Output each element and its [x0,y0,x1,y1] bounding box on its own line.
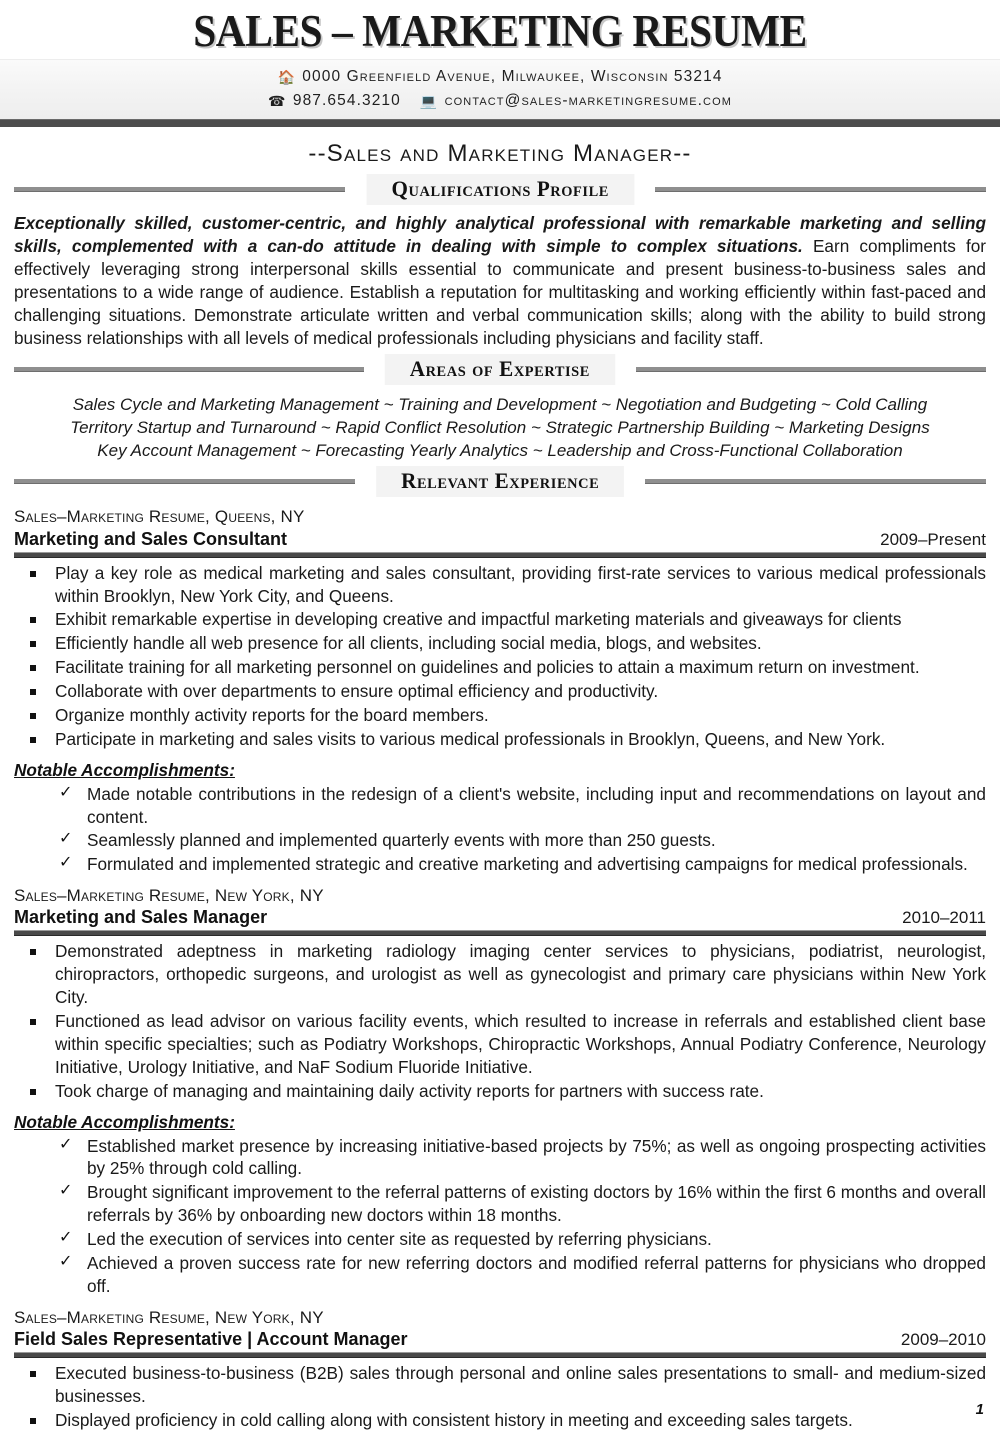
section-rule-left [14,187,345,192]
qualifications-rest: Earn compliments for effectively leveraging strong interpersonal skills essential to communicate and present business-to-business sales and presentations to a wide range of audience. Establish a reputation for multitasking and working efficiently within fast-paced and challenging situations. Demonstrate articulate written and verbal communication skills; along with the ability to build strong business relationships with all levels of medical professionals including physicians and facility staff. [14,236,986,348]
telephone-icon: ☎ [267,93,286,110]
section-rule-left [14,479,355,484]
list-item: Organize monthly activity reports for the board members. [14,704,986,727]
section-heading-experience [14,466,986,497]
job-company: Sales–Marketing Resume, Queens, NY [14,507,305,527]
list-item: Took charge of managing and maintaining daily activity reports for partners with success rate. [14,1080,986,1103]
job-title-row [14,907,986,928]
list-item: Displayed proficiency in cold calling along with consistent history in meeting and exceeding sales targets. [14,1409,986,1432]
job-company: Sales–Marketing Resume, New York, NY [14,886,324,906]
experience-entry [14,506,986,876]
experience-entry [14,885,986,1298]
list-item: Play a key role as medical marketing and sales consultant, providing first-rate services to various medical professionals within Brooklyn, New York City, and Queens. [14,562,986,608]
contact-band [0,59,1000,119]
expertise-line: Key Account Management ~ Forecasting Yearly Analytics ~ Leadership and Cross-Functional Collaboration [97,441,903,461]
job-divider [14,552,986,558]
job-title-row [14,1329,986,1350]
section-rule-right [645,479,986,484]
section-heading-expertise [14,354,986,385]
qualifications-paragraph [14,212,986,349]
list-item: ✓ Seamlessly planned and implemented quarterly events with more than 250 guests. [14,829,986,852]
address-text: 0000 Greenfield Avenue, Milwaukee, Wisconsin 53214 [302,68,723,86]
experience-entry [14,1307,986,1432]
header-divider [0,119,1000,127]
section-title: Areas of Expertise [385,354,615,385]
contact-phone-email-line [0,89,1000,113]
job-divider [14,930,986,936]
section-rule-right [655,187,986,192]
job-accomplishment-list [14,783,986,877]
email-text[interactable]: contact@sales-marketingresume.com [444,92,733,110]
job-dates: 2009–2010 [900,1329,986,1349]
list-item: ✓ Made notable contributions in the redesign of a client's website, including input and recommendations on layout and content. [14,783,986,829]
job-bullet-list [14,940,986,1102]
job-dates: 2009–Present [880,529,986,549]
list-item: Executed business-to-business (B2B) sales through personal and online sales presentations to small- and medium-sized businesses. [14,1362,986,1408]
contact-address-line [0,65,1000,89]
list-item: ✓ Achieved a proven success rate for new referring doctors and modified referral patterns for physicians who dropped off. [14,1252,986,1298]
list-item: ✓ Established market presence by increasing initiative-based projects by 75%; as well as ongoing prospecting activities by 25% through cold calling. [14,1135,986,1181]
qualifications-lead: Exceptionally skilled, customer-centric, and highly analytical professional with remarkable marketing and selling skills, complemented with a can-do attitude in dealing with simple to complex situations. [14,213,986,257]
job-title: Field Sales Representative | Account Manager [14,1328,408,1349]
accomplishments-heading: Notable Accomplishments: [14,759,235,780]
phone-text: 987.654.3210 [292,92,401,110]
list-item: Participate in marketing and sales visits to various medical professionals in Brooklyn, Queens, and New York. [14,728,986,751]
document-header [0,0,1000,127]
section-title: Relevant Experience [376,466,624,497]
list-item: ✓ Led the execution of services into center site as requested by referring physicians. [14,1228,986,1251]
job-title: Marketing and Sales Manager [14,907,268,928]
list-item: Facilitate training for all marketing personnel on guidelines and policies to attain a maximum return on investment. [14,656,986,679]
computer-icon: 💻 [419,93,438,110]
list-item: Collaborate with over departments to ensure optimal efficiency and productivity. [14,680,986,703]
list-item: Functioned as lead advisor on various facility events, which resulted to increase in referrals and established client base within specific specialties; such as Podiatry Workshops, Chiropractic Workshops, Annual Podiatry Conference, Neurology Initiative, Urology Initiative, and NaF Sodium Fluoride Initiative. [14,1010,986,1079]
expertise-list [14,393,986,463]
list-item: ✓ Brought significant improvement to the referral patterns of existing doctors by 16% within the first 6 months and overall referrals by 36% by onboarding new doctors within 18 months. [14,1181,986,1227]
home-icon: 🏠 [277,69,295,86]
expertise-line: Sales Cycle and Marketing Management ~ Training and Development ~ Negotiation and Budgeting ~ Cold Calling [72,394,928,414]
section-rule-left [14,367,364,372]
job-company: Sales–Marketing Resume, New York, NY [14,1307,324,1327]
page-title: SALES – MARKETING RESUME [193,6,807,56]
list-item: ✓ Formulated and implemented strategic and creative marketing and advertising campaigns for medical professionals. [14,853,986,876]
job-bullet-list [14,562,986,751]
section-title: Qualifications Profile [366,174,633,205]
accomplishments-heading: Notable Accomplishments: [14,1111,235,1132]
job-title-row [14,529,986,550]
job-divider [14,1352,986,1358]
page-body [0,140,1000,1431]
job-dates: 2010–2011 [902,908,986,928]
list-item: Efficiently handle all web presence for all clients, including social media, blogs, and websites. [14,632,986,655]
list-item: Exhibit remarkable expertise in developing creative and impactful marketing materials and giveaways for clients [14,608,986,631]
job-bullet-list [14,1362,986,1432]
page-number: 1 [975,1401,984,1418]
section-rule-right [636,367,986,372]
job-title: Marketing and Sales Consultant [14,528,288,549]
list-item: Demonstrated adeptness in marketing radiology imaging center services to physicians, podiatrist, neurologist, chiropractors, orthopedic surgeons, and urologist as well as gynecologist and primary care physicians within New York City. [14,940,986,1009]
target-job-title: --Sales and Marketing Manager-- [308,140,692,168]
job-accomplishment-list [14,1135,986,1298]
section-heading-qualifications [14,174,986,205]
expertise-line: Territory Startup and Turnaround ~ Rapid Conflict Resolution ~ Strategic Partnership Building ~ Marketing Designs [70,417,930,437]
